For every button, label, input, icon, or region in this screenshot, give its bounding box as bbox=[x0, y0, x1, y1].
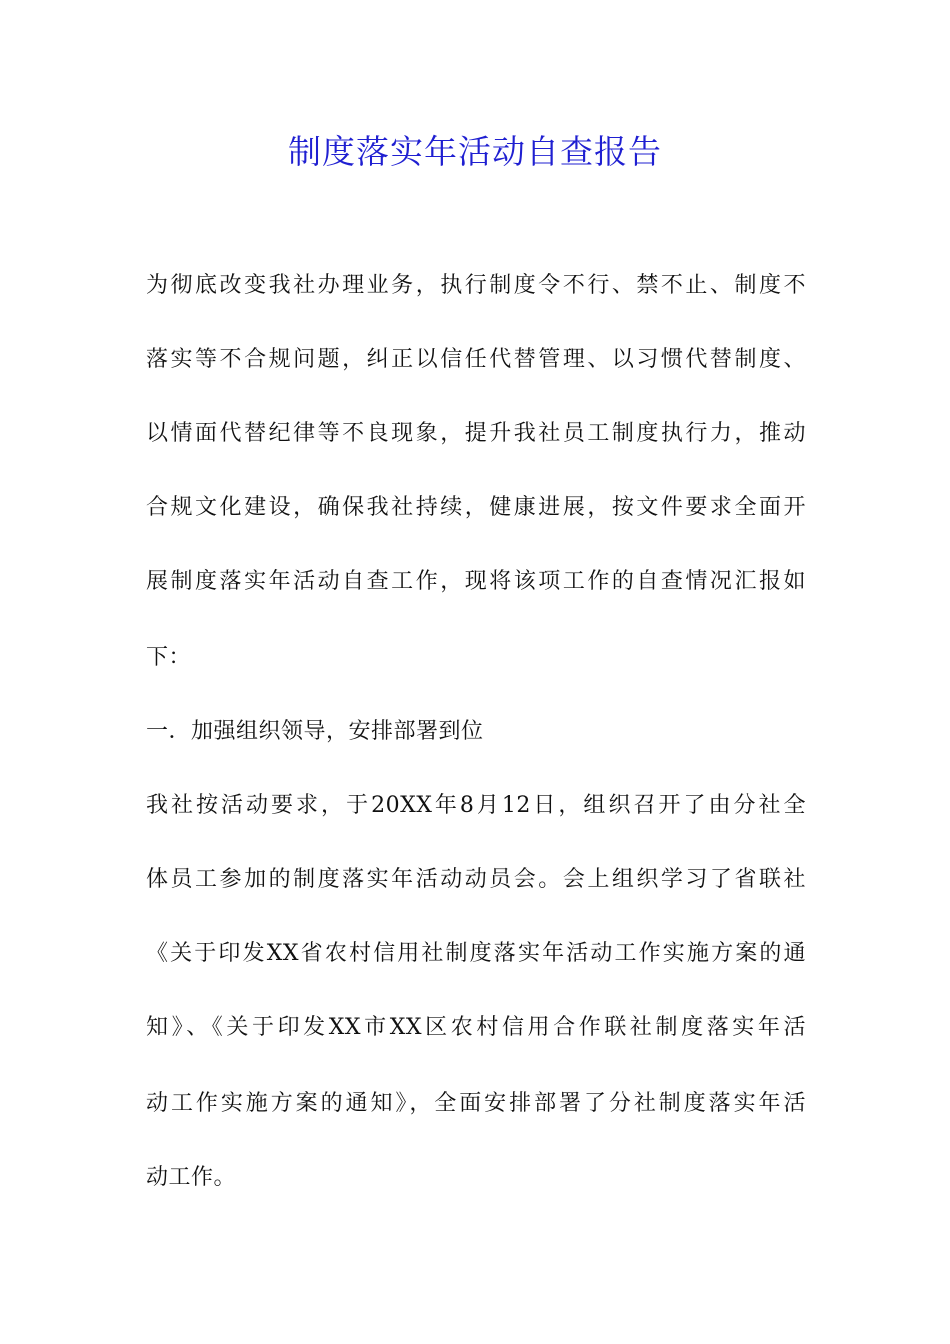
paragraph-line: 落实等不合规问题，纠正以信任代替管理、以习惯代替制度、 bbox=[146, 347, 806, 372]
paragraph-line: 动工作实施方案的通知》，全面安排部署了分社制度落实年活 bbox=[146, 1091, 806, 1116]
paragraph-line: 以情面代替纪律等不良现象，提升我社员工制度执行力，推动 bbox=[146, 421, 806, 446]
page-title: 制度落实年活动自查报告 bbox=[288, 132, 662, 171]
paragraph-line: 我社按活动要求，于20XX年8月12日，组织召开了由分社全 bbox=[146, 793, 806, 818]
paragraph-line: 体员工参加的制度落实年活动动员会。会上组织学习了省联社 bbox=[146, 867, 806, 892]
section-heading: 一．加强组织领导，安排部署到位 bbox=[146, 719, 484, 744]
paragraph-line: 合规文化建设，确保我社持续，健康进展，按文件要求全面开 bbox=[146, 495, 806, 520]
paragraph-line: 动工作。 bbox=[146, 1165, 237, 1190]
paragraph-line: 为彻底改变我社办理业务，执行制度令不行、禁不止、制度不 bbox=[146, 273, 806, 298]
paragraph-line: 下： bbox=[146, 645, 192, 670]
paragraph-line: 展制度落实年活动自查工作，现将该项工作的自查情况汇报如 bbox=[146, 569, 806, 594]
paragraph-line: 《关于印发XX省农村信用社制度落实年活动工作实施方案的通 bbox=[146, 941, 806, 966]
paragraph-line: 知》、《关于印发XX市XX区农村信用合作联社制度落实年活 bbox=[146, 1015, 806, 1040]
